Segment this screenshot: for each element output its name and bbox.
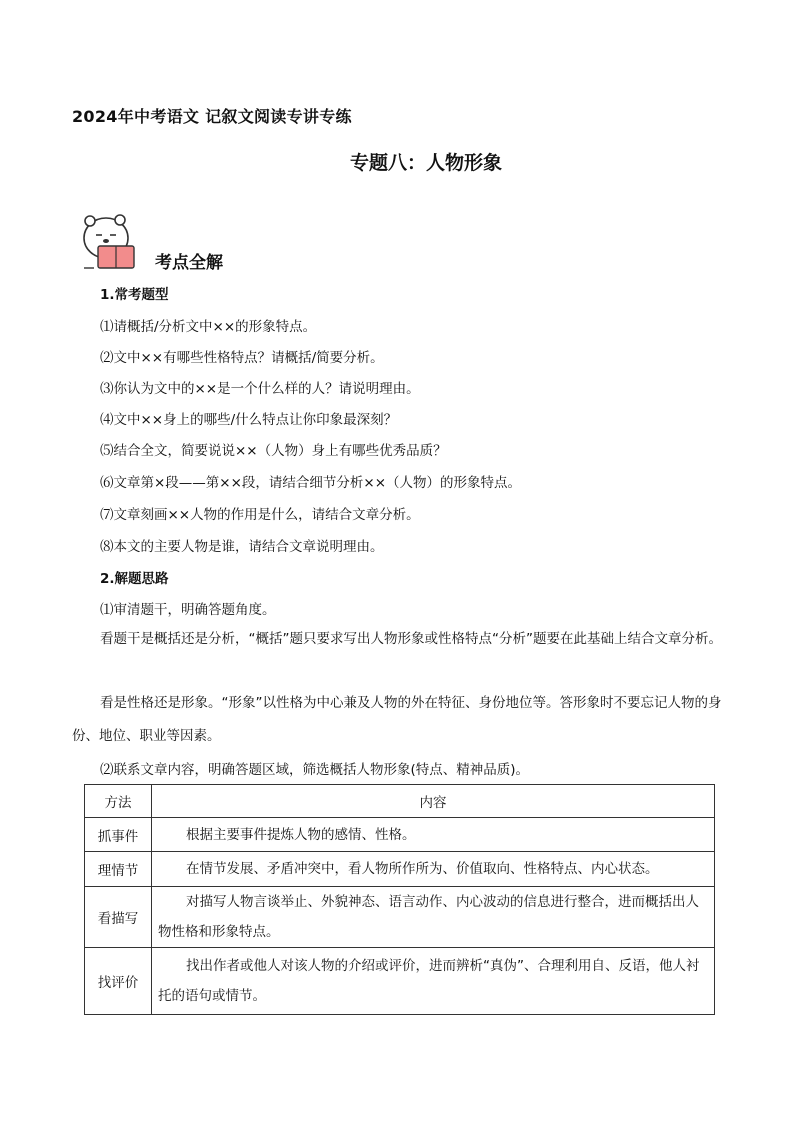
method-cell: 看描写 — [85, 887, 152, 948]
part2-heading: 2.解题思路 — [100, 571, 169, 587]
section-title: 考点全解 — [155, 253, 223, 273]
table-row — [85, 948, 715, 1015]
method-cell: 找评价 — [85, 948, 152, 1015]
content-cell: 找出作者或他人对该人物的介绍或评价，进而辨析“真伪”、合理利用自、反语，他人衬托的语句或情节。 — [158, 958, 700, 1004]
table-row — [85, 818, 715, 852]
solving-step-1: ⑴审清题干，明确答题角度。 — [100, 602, 276, 618]
question-type-item: ⑷文中××身上的哪些/什么特点让你印象最深刻？ — [100, 412, 398, 428]
content-cell: 在情节发展、矛盾冲突中，看人物所作所为、价值取向、性格特点、内心状态。 — [186, 861, 659, 877]
analysis-paragraph-1: 看题干是概括还是分析，“概括”题只要求写出人物形象或性格特点“分析”题要在此基础上结合文章分析。 — [100, 631, 722, 647]
solving-step-2: ⑵联系文章内容，明确答题区域，筛选概括人物形象(特点、精神品质)。 — [100, 762, 530, 778]
question-type-item: ⑵文中××有哪些性格特点？请概括/简要分析。 — [100, 350, 384, 366]
content-cell: 对描写人物言谈举止、外貌神态、语言动作、内心波动的信息进行整合，进而概括出人物性格和形象特点。 — [158, 894, 699, 940]
question-type-item: ⑺文章刻画××人物的作用是什么，请结合文章分析。 — [100, 507, 420, 523]
table-row — [85, 852, 715, 887]
content-cell: 根据主要事件提炼人物的感情、性格。 — [186, 826, 416, 843]
question-type-item: ⑹文章第×段——第××段，请结合细节分析××（人物）的形象特点。 — [100, 475, 522, 491]
table-header-row — [85, 785, 715, 818]
bear-reading-book-icon — [76, 210, 146, 272]
question-type-item: ⑸结合全文，简要说说××（人物）身上有哪些优秀品质？ — [100, 443, 447, 459]
method-cell: 抓事件 — [85, 818, 152, 852]
part1-heading: 1.常考题型 — [100, 287, 169, 303]
document-title: 2024年中考语文 记叙文阅读专讲专练 — [72, 107, 352, 126]
question-type-item: ⑴请概括/分析文中××的形象特点。 — [100, 319, 317, 335]
table-header-method: 方法 — [85, 785, 152, 818]
topic-title: 专题八：人物形象 — [350, 152, 503, 174]
question-type-item: ⑶你认为文中的××是一个什么样的人？请说明理由。 — [100, 381, 420, 397]
methods-table — [84, 784, 715, 1015]
analysis-paragraph-2: 看是性格还是形象。“形象”以性格为中心兼及人物的外在特征、身份地位等。答形象时不要忘记人物的身份、地位、职业等因素。 — [72, 695, 722, 744]
table-header-content: 内容 — [152, 785, 715, 818]
table-row — [85, 887, 715, 948]
method-cell: 理情节 — [85, 852, 152, 887]
question-type-item: ⑻本文的主要人物是谁，请结合文章说明理由。 — [100, 539, 384, 555]
